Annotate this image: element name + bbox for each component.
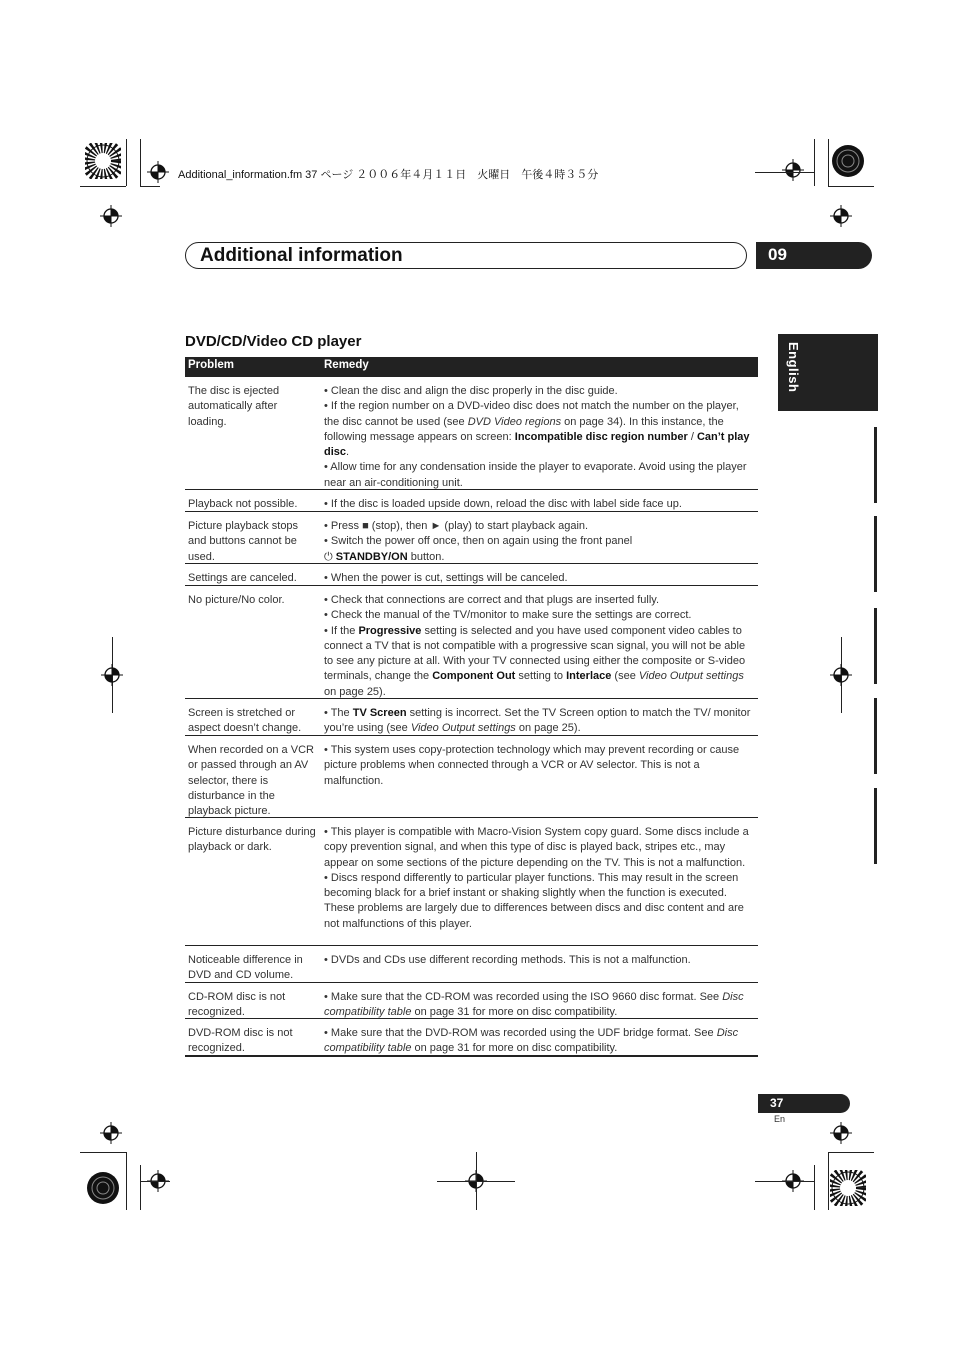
crop-line	[755, 1181, 815, 1182]
problem-cell: No picture/No color.	[188, 594, 285, 606]
registration-mark-icon	[100, 205, 122, 227]
remedy-paragraph	[324, 593, 756, 608]
table-row	[185, 564, 758, 586]
remedy-paragraph	[324, 953, 756, 968]
remedy-text: • Clean the disc and align the disc properly in the disc guide.	[324, 385, 618, 397]
side-marker-bar	[874, 516, 877, 592]
page-number: 37	[758, 1094, 850, 1113]
remedy-text: button.	[407, 550, 445, 563]
remedy-text: • This player is compatible with Macro-Vision System copy guard. Some discs include a copy prevention signal, and when this type of disc is played back, stripes etc., may appear on some sections of the picture depending on the TV. This is not a malfunction.	[324, 826, 749, 869]
remedy-text: • Check that connections are correct and that plugs are inserted fully.	[324, 594, 660, 606]
remedy-text: • Check the manual of the TV/monitor to make sure the settings are correct.	[324, 609, 692, 622]
registration-mark-icon	[830, 664, 852, 686]
remedy-cell	[324, 953, 756, 968]
remedy-cell	[324, 384, 756, 491]
remedy-text: • The	[324, 707, 353, 719]
remedy-paragraph	[324, 460, 756, 491]
crop-line	[140, 1181, 170, 1182]
chapter-header	[185, 242, 747, 269]
remedy-cell	[324, 706, 756, 737]
table-row	[185, 736, 758, 818]
remedy-text: ⏻	[324, 550, 336, 563]
remedy-cell	[324, 519, 756, 565]
remedy-text: • Make sure that the DVD-ROM was recorded using the UDF bridge format. See	[324, 1027, 717, 1039]
remedy-text: • Discs respond differently to particular player functions. This may result in the screen becoming black for a brief instant or shaking slightly when the function is executed. These problems are largely due to differences between discs and disc content and are not malfunctions of this player.	[324, 871, 744, 930]
remedy-cell	[324, 593, 756, 700]
remedy-paragraph	[324, 871, 756, 932]
problem-cell: Noticeable difference in DVD and CD volume.	[188, 954, 303, 982]
table-row	[185, 818, 758, 946]
starburst-mark-icon	[830, 1170, 866, 1206]
remedy-text: Can’t play disc	[324, 430, 750, 459]
problem-cell: DVD-ROM disc is not recognized.	[188, 1027, 293, 1055]
remedy-cell	[324, 1026, 756, 1057]
remedy-paragraph	[324, 624, 756, 700]
remedy-text: • DVDs and CDs use different recording methods. This is not a malfunction.	[324, 954, 691, 966]
remedy-text: on page 25).	[324, 685, 386, 698]
language-tab-label: English	[786, 342, 801, 393]
registration-mark-icon	[101, 664, 123, 686]
remedy-paragraph	[324, 384, 756, 399]
remedy-cell	[324, 743, 756, 789]
remedy-text: STANDBY/ON	[335, 550, 408, 563]
remedy-text: Component Out	[432, 670, 516, 683]
header-remedy: Remedy	[324, 359, 369, 371]
remedy-text: on page 31 for more on disc compatibility.	[411, 1006, 618, 1019]
remedy-paragraph	[324, 706, 756, 737]
remedy-text: .	[346, 446, 350, 459]
remedy-text: TV Screen	[352, 707, 407, 719]
problem-cell: Settings are canceled.	[188, 572, 297, 584]
remedy-cell	[324, 825, 756, 932]
problem-cell: Screen is stretched or aspect doesn’t change.	[188, 707, 302, 735]
side-marker-bar	[874, 698, 877, 774]
remedy-paragraph	[324, 399, 756, 460]
remedy-text: • Make sure that the CD-ROM was recorded using the ISO 9660 disc format. See	[324, 991, 723, 1003]
starburst-mark-icon	[85, 1170, 121, 1206]
problem-cell: The disc is ejected automatically after loading.	[188, 385, 280, 428]
side-marker-bar	[874, 788, 877, 864]
table-body	[185, 377, 758, 1057]
remedy-text: • Switch the power off once, then on again using the front panel	[324, 535, 633, 548]
problem-cell: When recorded on a VCR or passed through an AV selector, there is disturbance in the playback picture.	[188, 744, 314, 818]
remedy-text: on page 25).	[515, 722, 581, 735]
starburst-mark-icon	[830, 143, 866, 179]
remedy-text: /	[687, 430, 697, 443]
remedy-paragraph	[324, 608, 756, 623]
remedy-text: • Press ■ (stop), then ► (play) to start playback again.	[324, 520, 589, 532]
table-row	[185, 490, 758, 512]
crop-line	[755, 172, 815, 173]
remedy-cell	[324, 497, 756, 512]
problem-cell: CD-ROM disc is not recognized.	[188, 991, 286, 1019]
remedy-text: setting is selected and you have used component video cables to connect a TV that is not compatible with a progressive scan signal, you will not be able to see any picture at all. With your TV connected using either the composite or S-video terminals, change the	[324, 624, 746, 683]
remedy-text: setting is incorrect. Set the TV Screen option to match the TV/ monitor you’re using (see	[324, 707, 751, 735]
table-row	[185, 377, 758, 490]
remedy-text: Disc compatibility table	[324, 1027, 739, 1055]
table-row	[185, 586, 758, 699]
file-info: Additional_information.fm 37 ページ ２００６年４月１１日 火曜日 午後４時３５分	[178, 169, 599, 181]
registration-mark-icon	[782, 159, 804, 181]
remedy-paragraph	[324, 990, 756, 1021]
remedy-paragraph	[324, 534, 756, 549]
remedy-paragraph	[324, 571, 756, 586]
remedy-text: • If the disc is loaded upside down, reload the disc with label side face up.	[324, 498, 682, 510]
problem-cell: Playback not possible.	[188, 498, 298, 510]
remedy-text: Interlace	[566, 670, 612, 683]
remedy-cell	[324, 571, 756, 586]
remedy-text: • If the	[324, 624, 359, 637]
table-row	[185, 699, 758, 736]
remedy-text: • This system uses copy-protection technology which may prevent recording or cause picture problems when connected through a VCR or AV selector. This is not a malfunction.	[324, 744, 740, 787]
remedy-text: • If the region number on a DVD-video disc does not match the number on the player, the disc cannot be used (see	[324, 400, 739, 428]
table-header	[185, 357, 758, 377]
remedy-cell	[324, 990, 756, 1021]
page-language: En	[774, 1114, 786, 1124]
chapter-title: Additional information	[200, 245, 403, 266]
troubleshooting-table	[185, 357, 758, 1057]
problem-cell: Picture playback stops and buttons cannot be used.	[188, 520, 299, 563]
registration-mark-icon	[147, 161, 169, 183]
remedy-text: Progressive	[358, 624, 422, 637]
remedy-text: Disc compatibility table	[324, 991, 744, 1019]
table-row	[185, 946, 758, 983]
remedy-paragraph	[324, 825, 756, 871]
remedy-text: DVD Video regions	[467, 415, 562, 428]
remedy-text: Incompatible disc region number	[514, 430, 688, 443]
problem-cell: Picture disturbance during playback or dark.	[188, 826, 316, 854]
remedy-paragraph	[324, 550, 756, 565]
remedy-paragraph	[324, 743, 756, 789]
remedy-text: (see	[611, 670, 639, 683]
starburst-mark-icon	[85, 143, 121, 179]
remedy-text: • When the power is cut, settings will be canceled.	[324, 572, 568, 584]
header-problem: Problem	[188, 359, 235, 371]
remedy-text: setting to	[515, 670, 567, 683]
remedy-text: Video Output settings	[638, 670, 744, 683]
registration-mark-icon	[830, 1122, 852, 1144]
remedy-text: Video Output settings	[410, 722, 516, 735]
remedy-text: on page 31 for more on disc compatibility.	[411, 1042, 618, 1055]
crop-line	[476, 1152, 477, 1210]
registration-mark-icon	[830, 205, 852, 227]
side-marker-bar	[874, 608, 877, 684]
remedy-text: on page 34). In this instance, the following message appears on screen:	[324, 415, 724, 443]
remedy-paragraph	[324, 1026, 756, 1057]
chapter-number: 09	[756, 242, 872, 269]
remedy-paragraph	[324, 497, 756, 512]
side-marker-bar	[874, 427, 877, 503]
remedy-paragraph	[324, 519, 756, 534]
remedy-text: • Allow time for any condensation inside the player to evaporate. Avoid using the player near an air-conditioning unit.	[324, 461, 747, 489]
table-row	[185, 512, 758, 564]
section-title: DVD/CD/Video CD player	[185, 333, 362, 350]
registration-mark-icon	[100, 1122, 122, 1144]
table-row	[185, 1019, 758, 1057]
table-row	[185, 983, 758, 1019]
